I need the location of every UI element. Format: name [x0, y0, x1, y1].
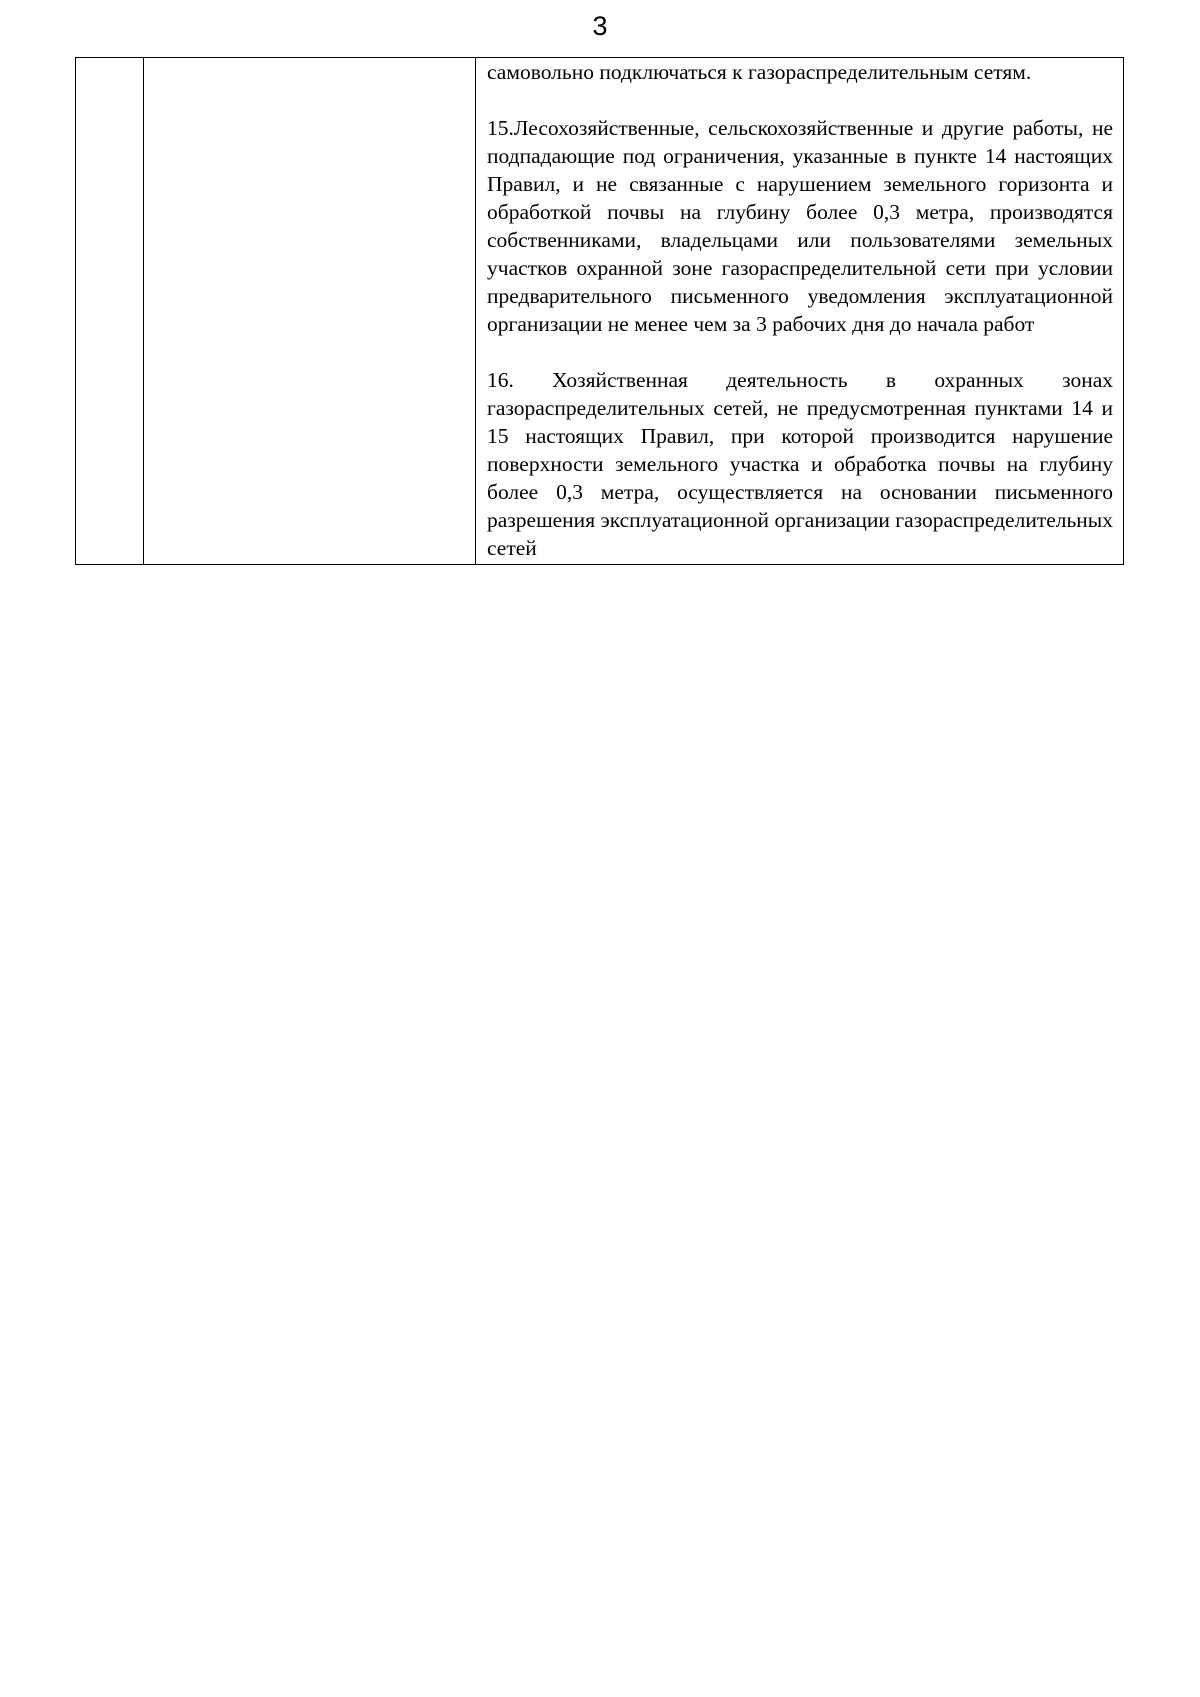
paragraph-16: 16. Хозяйственная деятельность в охранных зонах газораспределительных сетей, не предусмотренная пунктами 14 и 15 настоящих Правил, при которой производится нарушение поверхности земельного участка и обработка почвы на глубину более 0,3 метра, осуществляется на основании письменного разрешения эксплуатационной организации газораспределительных сетей: [487, 368, 1113, 560]
document-table: [75, 57, 1124, 565]
page-number: 3: [592, 11, 608, 41]
table-row: [76, 58, 1124, 565]
paragraph-15: 15.Лесохозяйственные, сельскохозяйственные и другие работы, не подпадающие под ограничения, указанные в пункте 14 настоящих Правил, и не связанные с нарушением земельного горизонта и обработкой почвы на глубину более 0,3 метра, производятся собственниками, владельцами или пользователями земельных участков охранной зоне газораспределительной сети при условии предварительного письменного уведомления эксплуатационной организации не менее чем за 3 рабочих дня до начала работ: [487, 116, 1113, 336]
table-cell-name: [144, 58, 476, 565]
table-cell-number: [76, 58, 144, 565]
cell-content-text: [476, 58, 1123, 564]
paragraph-continuation: самовольно подключаться к газораспределительным сетям.: [487, 60, 1032, 84]
table-cell-content: [476, 58, 1124, 565]
